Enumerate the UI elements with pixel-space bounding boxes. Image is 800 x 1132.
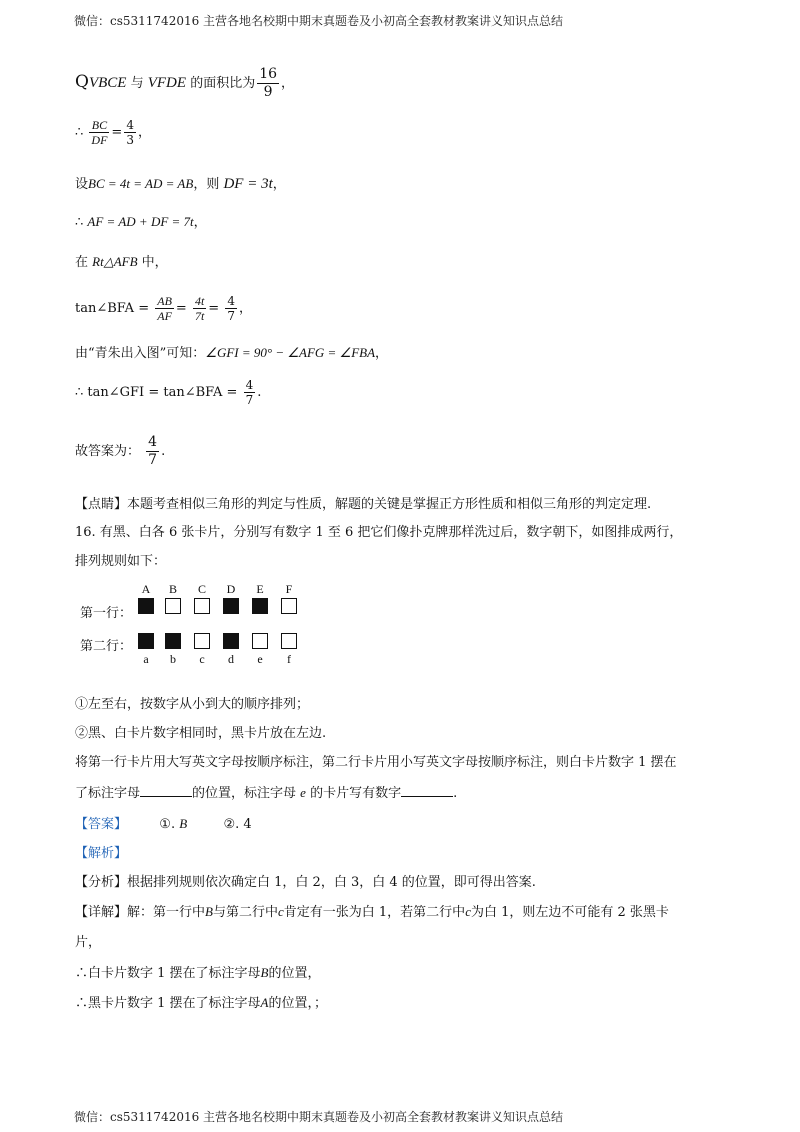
solution-line-8 [75,378,261,407]
solution-line-9 [75,434,165,469]
text: 在 [75,255,89,270]
punct: ， [193,215,207,230]
card-row2-e [252,633,268,649]
solution-line-3 [75,175,286,194]
connector-text: 与 [130,76,144,91]
text: 了标注字母 [75,786,141,801]
card-label-F: F [285,582,293,596]
numerator: 4 [227,294,235,308]
section-tag: 【点睛】 [75,497,128,512]
xiangjie-line-3 [75,964,321,983]
card-label-C: C [197,582,206,596]
card-label-E: E [256,582,264,596]
fraction-16-9 [257,66,279,101]
denominator: 7 [245,393,254,407]
question-line-2 [75,784,457,803]
card-label-f: f [287,652,291,666]
equation: ∠GFI = 90° − ∠AFG = ∠FBA [205,345,376,360]
card-label-e: e [257,652,263,666]
therefore-symbol: ∴ [75,125,84,140]
text: 的位置，； [268,996,328,1011]
card-row1-F [281,598,297,614]
variable-a: A [260,995,269,1010]
card-row2-a [138,633,154,649]
punct: . [161,444,166,459]
text: ，则 [193,177,220,192]
xiangjie-line-2: 片， [75,935,102,950]
card-row2-d [223,633,239,649]
text: 的卡片写有数字 [310,786,402,801]
card-label-d: d [228,652,234,666]
fraction-4-7 [244,378,256,407]
card-label-a: a [143,652,149,666]
xiangjie-line-4 [75,994,327,1013]
variable-b: B [205,904,213,919]
fenxi-line [75,874,536,892]
text: 设 [75,177,89,192]
answer-blank-1[interactable] [140,796,192,797]
variable-e: e [300,785,306,800]
text: 解：第一行中 [127,905,206,920]
page-header: 微信：cs5311742016 主营各地名校期中期末真题卷及小初高全套教材教案讲义知识点总结 [74,14,564,28]
card-label-A: A [141,582,151,596]
card-row2-f [281,633,297,649]
variable-c: c [465,904,471,919]
numerator: 16 [259,66,278,82]
tan-expression: tan∠BFA = [75,301,150,316]
card-label-D: D [226,582,236,596]
fraction-bc-df [89,118,109,147]
answer-2: ②. 4 [223,817,252,832]
answer-blank-2[interactable] [401,796,453,797]
text: 根据排列规则依次确定白 1，白 2，白 3，白 4 的位置，即可得出答案. [127,875,536,890]
numerator: 4 [148,434,158,450]
denominator: 7t [194,309,205,323]
triangle-fde: VFDE [147,75,187,91]
fraction-4-3 [124,118,136,147]
row2-label: 第二行： [80,639,133,654]
problem-line-1: 16. 有黑、白各 6 张卡片，分别写有数字 1 至 6 把它们像扑克牌那样洗过后，数字朝下，如图排成两行， [75,525,683,540]
text: 中， [141,255,168,270]
card-row2-b [165,633,181,649]
solution-line-7 [75,344,388,363]
card-row1-A [138,598,154,614]
card-row2-c [194,633,210,649]
solution-line-5 [75,253,168,272]
answer-1-label: ①. [159,817,176,832]
card-label-b: b [170,652,176,666]
variable-b: B [260,965,269,980]
text: 肯定有一张为白 1，若第二行中 [283,905,466,920]
punct: . [257,385,262,400]
answer-1-value: B [179,816,188,831]
text: 的位置，标注字母 [192,786,297,801]
row1-label: 第一行： [80,606,133,621]
numerator: 4 [126,118,134,132]
punct: ， [137,125,151,140]
text: 与第二行中 [212,905,278,920]
fraction-4-7 [146,434,159,469]
section-tag: 【详解】 [75,905,128,920]
rule-1: ①左至右，按数字从小到大的顺序排列； [75,697,310,712]
triangle-bce: VBCE [88,75,127,91]
card-label-B: B [168,582,177,596]
solution-line-6: tan∠BFA = $\frac{AB}{AF}$ = $\frac{4t}{7t}$ = $\frac{4}{7}$ ， [75,294,252,323]
numerator: 4 [245,378,254,392]
numerator: BC [89,118,109,133]
triangle-afb: Rt△AFB [92,254,138,269]
text: 为白 1，则左边不可能有 2 张黑卡 [470,905,669,920]
card-row1-B [165,598,181,614]
punct: ， [281,76,295,91]
dianjing-line [75,496,651,514]
punct: ， [375,346,389,361]
problem-line-2: 排列规则如下： [75,554,167,569]
equation: AF = AD + DF = 7t [87,214,194,229]
numerator: 4t [194,294,205,308]
fraction-ab-af [155,294,174,323]
text: 由“青朱出入图”可知： [75,346,206,361]
text: 故答案为： [75,444,141,459]
punct: . [453,786,458,801]
rule-2: ②黑、白卡片数字相同时，黑卡片放在左边. [75,726,327,741]
variable-c: c [278,904,284,919]
card-label-c: c [199,652,205,666]
solution-line-2 [75,118,151,147]
card-row1-D [223,598,239,614]
denominator: 7 [227,309,235,323]
denominator: 9 [263,84,273,100]
denominator: 7 [148,452,158,468]
text: 本题考查相似三角形的判定与性质，解题的关键是掌握正方形性质和相似三角形的判定定理. [127,497,652,512]
punct: ， [238,301,252,316]
solution-line-4 [75,213,207,232]
fraction-4t-7t [193,294,206,323]
page-footer: 微信：cs5311742016 主营各地名校期中期末真题卷及小初高全套教材教案讲义知识点总结 [74,1110,564,1124]
ratio-text: 的面积比为 [190,76,256,91]
answer-tag: 【答案】 [75,817,128,832]
equals: = [111,125,123,140]
question-line-1: 将第一行卡片用大写英文字母按顺序标注，第二行卡片用小写英文字母按顺序标注，则白卡片数字 1 摆在 [75,755,677,770]
section-tag: 【分析】 [75,875,128,890]
numerator: AB [157,294,172,308]
punct: ， [272,177,286,192]
fraction-4-7 [225,294,237,323]
therefore-symbol: ∴ [75,215,84,230]
text: 的位置， [268,966,321,981]
card-row1-E [252,598,268,614]
equation: DF = 3t [223,176,273,192]
answer-line [75,815,252,834]
solution-line-1 [75,66,294,101]
text: ∴黑卡片数字 1 摆在了标注字母 [75,996,261,1011]
card-row1-C [194,598,210,614]
therefore-symbol: Q [75,72,89,92]
xiangjie-line-1 [75,903,669,922]
denominator: DF [91,133,108,147]
text: ∴白卡片数字 1 摆在了标注字母 [75,966,261,981]
equation: BC = 4t = AD = AB [88,176,194,191]
tan-expression: ∴ tan∠GFI = tan∠BFA = [75,385,238,400]
denominator: 3 [126,133,134,147]
jiexi-tag: 【解析】 [75,846,128,861]
denominator: AF [157,309,172,323]
